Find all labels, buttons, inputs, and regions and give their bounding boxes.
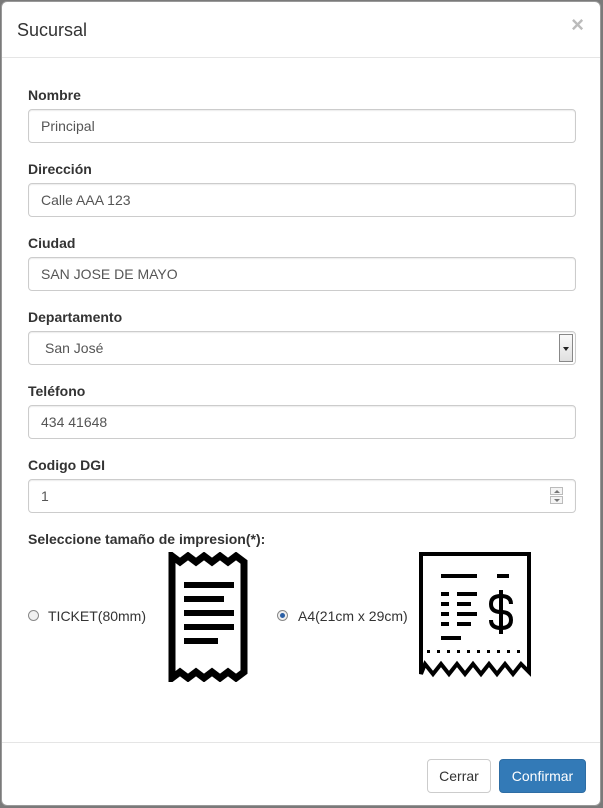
ticket-radio-label[interactable]: TICKET(80mm)	[48, 608, 146, 624]
direccion-input[interactable]	[28, 183, 576, 217]
close-icon[interactable]: ×	[571, 12, 584, 37]
codigo-dgi-input[interactable]	[28, 479, 576, 513]
print-size-label: Seleccione tamaño de impresion(*):	[28, 531, 266, 547]
codigo-dgi-label: Codigo DGI	[28, 457, 105, 473]
a4-radio-label[interactable]: A4(21cm x 29cm)	[298, 608, 408, 624]
nombre-label: Nombre	[28, 87, 81, 103]
direccion-label: Dirección	[28, 161, 92, 177]
a4-radio[interactable]	[277, 610, 288, 621]
number-spinner[interactable]	[550, 487, 563, 505]
telefono-input[interactable]	[28, 405, 576, 439]
ciudad-value: SAN JOSE DE MAYO	[41, 266, 178, 282]
ticket-receipt-icon	[166, 552, 250, 682]
codigo-dgi-value: 1	[41, 488, 49, 504]
confirmar-button[interactable]: Confirmar	[499, 759, 586, 793]
modal-footer	[2, 742, 600, 806]
direccion-value: Calle AAA 123	[41, 192, 131, 208]
modal-header	[2, 2, 600, 58]
telefono-label: Teléfono	[28, 383, 86, 399]
ticket-radio[interactable]	[28, 610, 39, 621]
cerrar-button[interactable]: Cerrar	[427, 759, 491, 793]
nombre-value: Principal	[41, 118, 95, 134]
ciudad-label: Ciudad	[28, 235, 76, 251]
departamento-value: San José	[45, 340, 104, 356]
spin-down-icon[interactable]	[550, 496, 563, 504]
sucursal-modal	[1, 1, 601, 806]
invoice-dollar-icon	[417, 552, 533, 684]
nombre-input[interactable]	[28, 109, 576, 143]
spin-up-icon[interactable]	[550, 487, 563, 495]
dropdown-arrow-icon[interactable]	[559, 334, 573, 362]
modal-title: Sucursal	[17, 20, 88, 40]
departamento-select[interactable]	[28, 331, 576, 365]
telefono-value: 434 41648	[41, 414, 108, 430]
departamento-label: Departamento	[28, 309, 123, 325]
ciudad-input[interactable]	[28, 257, 576, 291]
